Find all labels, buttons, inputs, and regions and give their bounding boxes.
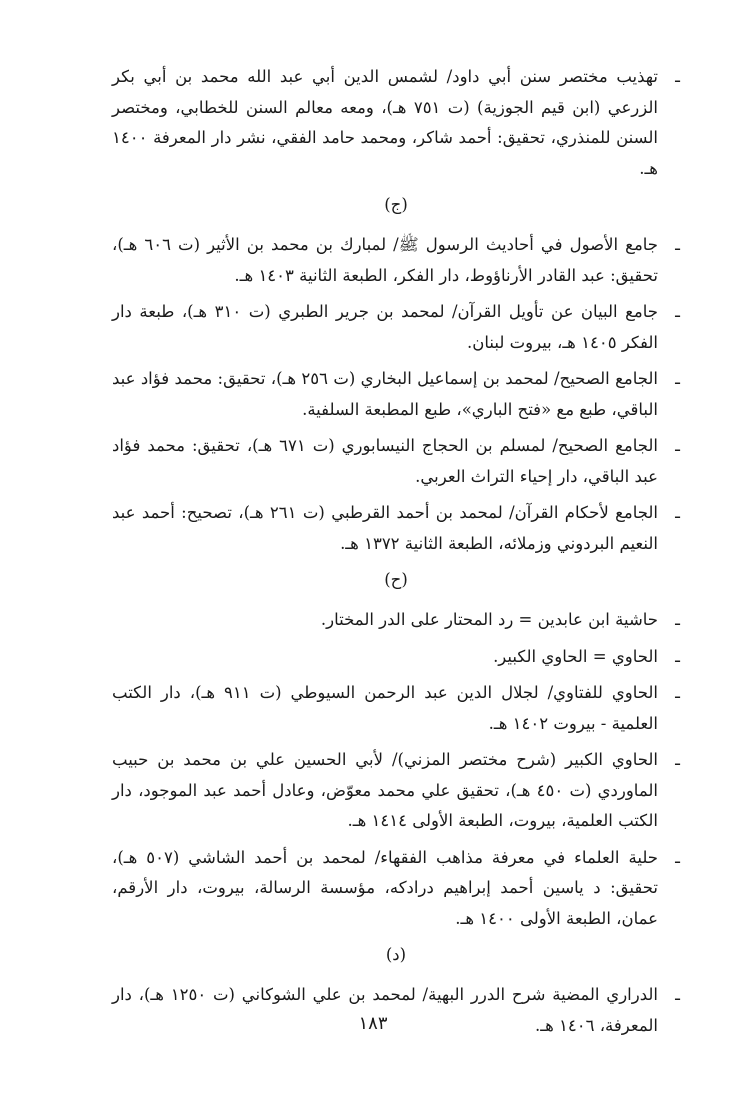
entry-dash: ـ: [675, 646, 680, 666]
section-heading-jim: (ج): [384, 195, 408, 214]
entry-dash: ـ: [675, 847, 680, 867]
bib-entry-qurtubi: [112, 498, 680, 559]
entry-dash: ـ: [675, 369, 680, 388]
page-number: ١٨٣: [358, 1013, 388, 1034]
entry-text: الجامع لأحكام القرآن/ لمحمد بن أحمد القرطبي (ت ٢٦١ هـ)، تصحيح: أحمد عبد النعيم البردوني وزملائه، الطبعة الثانية ١٣٧٢ هـ.: [112, 503, 658, 553]
entry-text: الحاوي = الحاوي الكبير.: [493, 646, 658, 666]
entry-dash: ـ: [675, 750, 680, 769]
entry-dash: ـ: [675, 436, 680, 455]
bibliography-column: [112, 62, 680, 1047]
entry-text: حاشية ابن عابدين = رد المحتار على الدر المختار.: [320, 610, 658, 629]
section-heading-ha: (ح): [384, 570, 408, 589]
entry-dash: ـ: [675, 302, 680, 321]
entry-text: حلية العلماء في معرفة مذاهب الفقهاء/ لمحمد بن أحمد الشاشي (٥٠٧ هـ)، تحقيق: د ياسين أحمد إبراهيم درادكه، مؤسسة الرسالة، بيروت، دار الأرقم، عمان، الطبعة الأولى ١٤٠٠ هـ.: [112, 847, 658, 928]
entry-text: تهذيب مختصر سنن أبي داود/ لشمس الدين أبي عبد الله محمد بن أبي بكر الزرعي (ابن قيم الجوزية) (ت ٧٥١ هـ)، ومعه معالم السنن للخطابي، ومختصر السنن للمنذري، تحقيق: أحمد شاكر، ومحمد حامد الفقي، نشر دار المعرفة ١٤٠٠ هـ.: [112, 67, 658, 178]
bib-entry-hilyat: [112, 843, 680, 935]
entry-dash: ـ: [675, 503, 680, 522]
entry-dash: ـ: [675, 610, 680, 629]
entry-dash: ـ: [675, 985, 680, 1004]
entry-text: الجامع الصحيح/ لمسلم بن الحجاج النيسابوري (ت ٦٧١ هـ)، تحقيق: محمد فؤاد عبد الباقي، دار إحياء التراث العربي.: [112, 436, 658, 486]
entry-text: الحاوي الكبير (شرح مختصر المزني)/ لأبي الحسين علي بن محمد بن حبيب الماوردي (ت ٤٥٠ هـ)، تحقيق علي محمد معوّض، وعادل أحمد عبد الموجود، دار الكتب العلمية، بيروت، الطبعة الأولى ١٤١٤ هـ.: [112, 750, 658, 830]
bib-entry-hawi-ref: [112, 642, 680, 673]
entry-text: جامع البيان عن تأويل القرآن/ لمحمد بن جرير الطبري (ت ٣١٠ هـ)، طبعة دار الفكر ١٤٠٥ هـ، بيروت لبنان.: [112, 302, 658, 352]
bib-entry-hashiya: [112, 605, 680, 636]
bib-entry-tahdhib: [112, 62, 680, 184]
bib-entry-jami-usul: [112, 230, 680, 291]
entry-text: الجامع الصحيح/ لمحمد بن إسماعيل البخاري (ت ٢٥٦ هـ)، تحقيق: محمد فؤاد عبد الباقي، طبع مع «فتح الباري»، طبع المطبعة السلفية.: [112, 369, 658, 419]
entry-text: الحاوي للفتاوي/ لجلال الدين عبد الرحمن السيوطي (ت ٩١١ هـ)، دار الكتب العلمية - بيروت ١٤٠٢ هـ.: [112, 683, 658, 733]
bib-entry-hawi-fatawi: [112, 678, 680, 739]
entry-text: الدراري المضية شرح الدرر البهية/ لمحمد بن علي الشوكاني (ت ١٢٥٠ هـ)، دار المعرفة، ١٤٠٦ هـ.: [112, 985, 658, 1035]
bib-entry-jami-bayan: [112, 297, 680, 358]
bib-entry-sahih-muslim: [112, 431, 680, 492]
entry-dash: ـ: [675, 67, 680, 86]
section-heading-dal: (د): [385, 945, 407, 964]
entry-dash: ـ: [675, 235, 680, 254]
bib-entry-hawi-kabir: [112, 745, 680, 837]
bib-entry-sahih-bukhari: [112, 364, 680, 425]
entry-text: جامع الأصول في أحاديث الرسول ﷺ/ لمبارك بن محمد بن الأثير (ت ٦٠٦ هـ)، تحقيق: عبد القادر الأرناؤوط، دار الفكر، الطبعة الثانية ١٤٠٣ هـ.: [112, 235, 659, 285]
entry-dash: ـ: [675, 683, 680, 702]
